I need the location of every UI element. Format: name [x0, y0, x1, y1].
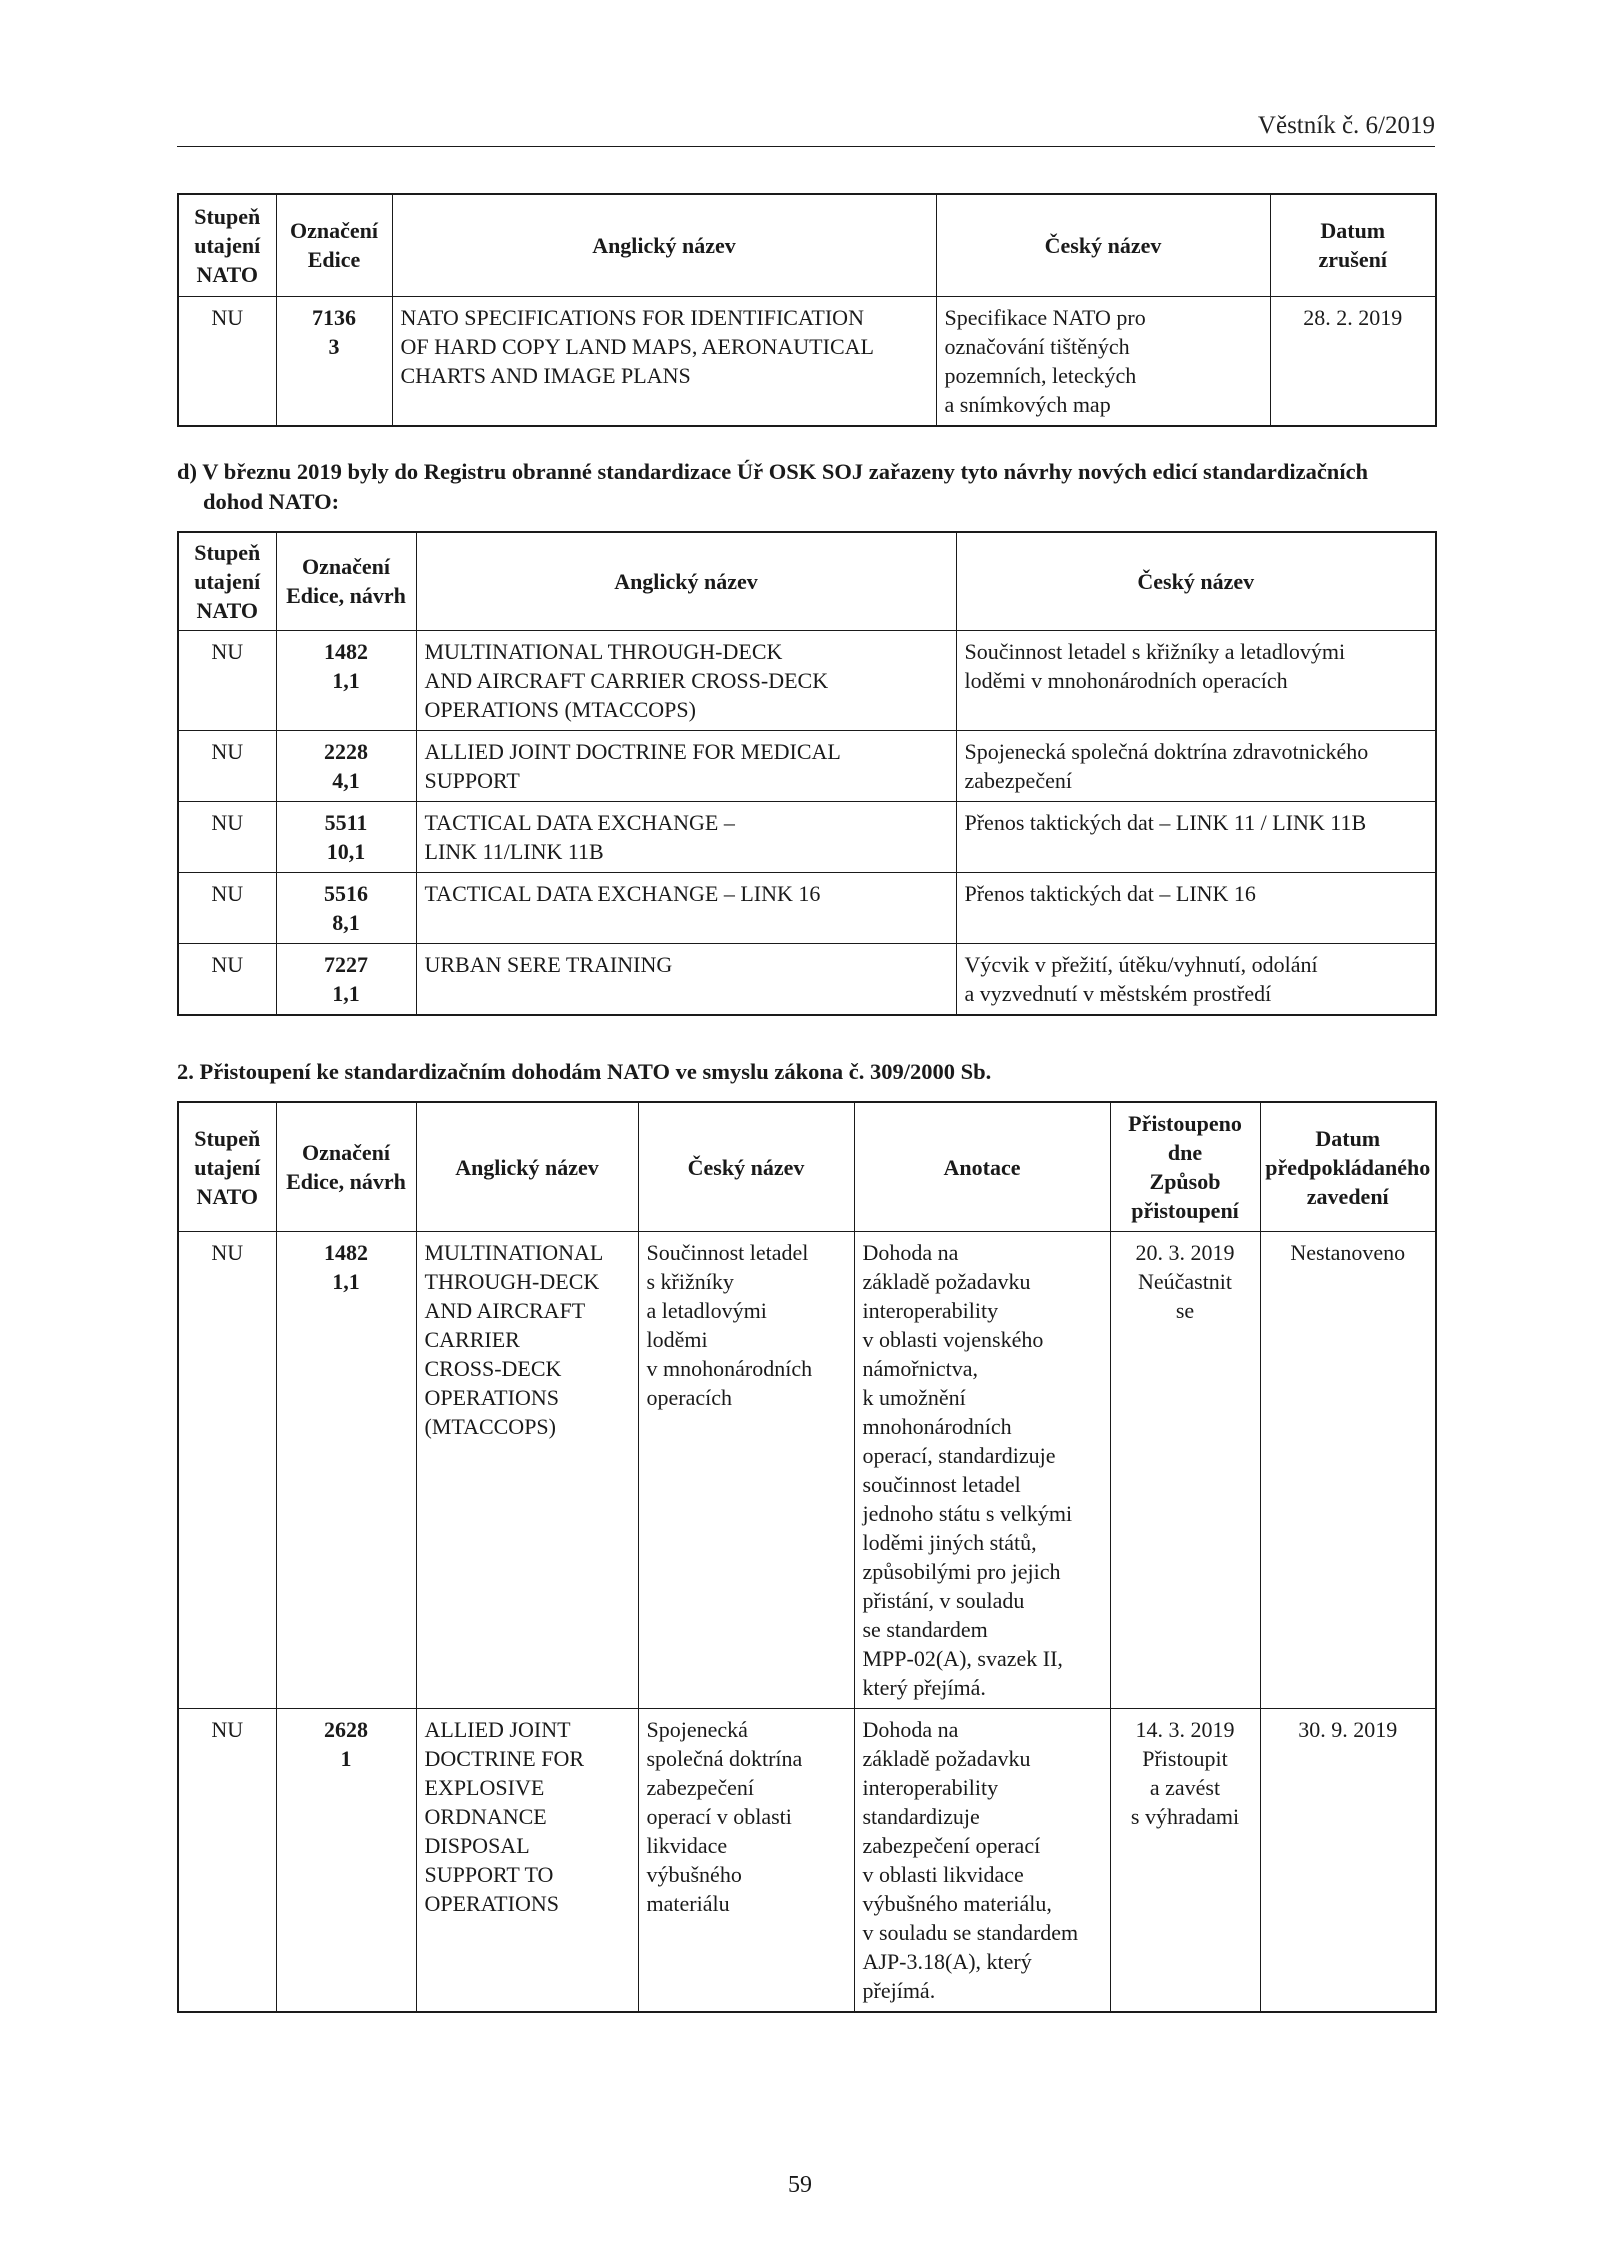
col-header-implementation-date: Datum předpokládaného zavedení [1260, 1102, 1436, 1232]
accession-cell: 14. 3. 2019 Přistoupit a zavést s výhradami [1110, 1709, 1260, 2013]
table-row [178, 1232, 1436, 1709]
edition-cell: 5511 10,1 [276, 801, 416, 872]
table-row [178, 630, 1436, 730]
classification-cell: NU [178, 296, 276, 426]
col-header-edition-draft: Označení Edice, návrh [276, 1102, 416, 1232]
page-header [177, 108, 1435, 147]
english-title-cell: MULTINATIONAL THROUGH-DECK AND AIRCRAFT CARRIER CROSS-DECK OPERATIONS (MTACCOPS) [416, 1232, 638, 1709]
classification-cell: NU [178, 872, 276, 943]
czech-title-cell: Součinnost letadel s křižníky a letadlovými loděmi v mnohonárodních operacích [638, 1232, 854, 1709]
english-title-cell: TACTICAL DATA EXCHANGE – LINK 11/LINK 11B [416, 801, 956, 872]
col-header-czech-title: Český název [956, 532, 1436, 630]
annotation-cell: Dohoda na základě požadavku interoperability v oblasti vojenského námořnictva, k umožnění mnohonárodních operací, standardizuje součinnost letadel jednoho státu s velkými loděmi jiných států, způsobilými pro jejich přistání, v souladu se standardem MPP-02(A), svazek II, který přejímá. [854, 1232, 1110, 1709]
journal-issue: Věstník č. 6/2019 [1257, 112, 1435, 139]
col-header-classification: Stupeň utajení NATO [178, 532, 276, 630]
czech-title-cell: Výcvik v přežití, útěku/vyhnutí, odolání a vyzvednutí v městském prostředí [956, 943, 1436, 1015]
cancelled-standards-table [177, 193, 1437, 427]
col-header-annotation: Anotace [854, 1102, 1110, 1232]
col-header-english-title: Anglický název [416, 532, 956, 630]
section-2-title: 2. Přistoupení ke standardizačním dohodám NATO ve smyslu zákona č. 309/2000 Sb. [177, 1059, 992, 1084]
col-header-classification: Stupeň utajení NATO [178, 1102, 276, 1232]
cancel-date-cell: 28. 2. 2019 [1270, 296, 1436, 426]
col-header-edition: Označení Edice [276, 194, 392, 296]
czech-title-cell: Přenos taktických dat – LINK 16 [956, 872, 1436, 943]
col-header-czech-title: Český název [638, 1102, 854, 1232]
classification-cell: NU [178, 1709, 276, 2013]
col-header-classification: Stupeň utajení NATO [178, 194, 276, 296]
implementation-date-cell: 30. 9. 2019 [1260, 1709, 1436, 2013]
classification-cell: NU [178, 1232, 276, 1709]
classification-cell: NU [178, 630, 276, 730]
col-header-english-title: Anglický název [392, 194, 936, 296]
table-row [178, 1709, 1436, 2013]
implementation-date-cell: Nestanoveno [1260, 1232, 1436, 1709]
edition-cell: 1482 1,1 [276, 1232, 416, 1709]
page-number: 59 [788, 2172, 812, 2198]
accession-table [177, 1101, 1437, 2013]
czech-title-cell: Spojenecká společná doktrína zabezpečení operací v oblasti likvidace výbušného materiálu [638, 1709, 854, 2013]
english-title-cell: URBAN SERE TRAINING [416, 943, 956, 1015]
edition-cell: 7227 1,1 [276, 943, 416, 1015]
table-row [178, 943, 1436, 1015]
col-header-edition-draft: Označení Edice, návrh [276, 532, 416, 630]
col-header-czech-title: Český název [936, 194, 1270, 296]
col-header-cancel-date: Datum zrušení [1270, 194, 1436, 296]
czech-title-cell: Specifikace NATO pro označování tištěných pozemních, leteckých a snímkových map [936, 296, 1270, 426]
section-d-title [177, 457, 1447, 517]
annotation-cell: Dohoda na základě požadavku interoperability standardizuje zabezpečení operací v oblasti likvidace výbušného materiálu, v souladu se standardem AJP-3.18(A), který přejímá. [854, 1709, 1110, 2013]
english-title-cell: NATO SPECIFICATIONS FOR IDENTIFICATION OF HARD COPY LAND MAPS, AERONAUTICAL CHARTS AND IMAGE PLANS [392, 296, 936, 426]
czech-title-cell: Spojenecká společná doktrína zdravotnického zabezpečení [956, 730, 1436, 801]
classification-cell: NU [178, 801, 276, 872]
new-draft-editions-table [177, 531, 1437, 1016]
col-header-accession: Přistoupeno dne Způsob přistoupení [1110, 1102, 1260, 1232]
english-title-cell: TACTICAL DATA EXCHANGE – LINK 16 [416, 872, 956, 943]
edition-cell: 1482 1,1 [276, 630, 416, 730]
english-title-cell: MULTINATIONAL THROUGH-DECK AND AIRCRAFT CARRIER CROSS-DECK OPERATIONS (MTACCOPS) [416, 630, 956, 730]
section-d-title-line2: dohod NATO: [203, 489, 340, 514]
edition-cell: 5516 8,1 [276, 872, 416, 943]
table-row [178, 872, 1436, 943]
english-title-cell: ALLIED JOINT DOCTRINE FOR MEDICAL SUPPORT [416, 730, 956, 801]
czech-title-cell: Součinnost letadel s křižníky a letadlovými loděmi v mnohonárodních operacích [956, 630, 1436, 730]
accession-cell: 20. 3. 2019 Neúčastnit se [1110, 1232, 1260, 1709]
table-row [178, 801, 1436, 872]
section-d-title-line1: d) V březnu 2019 byly do Registru obranné standardizace Úř OSK SOJ zařazeny tyto návrhy nových edicí standardizačních [177, 459, 1369, 484]
classification-cell: NU [178, 943, 276, 1015]
classification-cell: NU [178, 730, 276, 801]
edition-cell: 2228 4,1 [276, 730, 416, 801]
edition-cell: 7136 3 [276, 296, 392, 426]
czech-title-cell: Přenos taktických dat – LINK 11 / LINK 11B [956, 801, 1436, 872]
col-header-english-title: Anglický název [416, 1102, 638, 1232]
table-row [178, 730, 1436, 801]
english-title-cell: ALLIED JOINT DOCTRINE FOR EXPLOSIVE ORDNANCE DISPOSAL SUPPORT TO OPERATIONS [416, 1709, 638, 2013]
edition-cell: 2628 1 [276, 1709, 416, 2013]
table-row [178, 296, 1436, 426]
